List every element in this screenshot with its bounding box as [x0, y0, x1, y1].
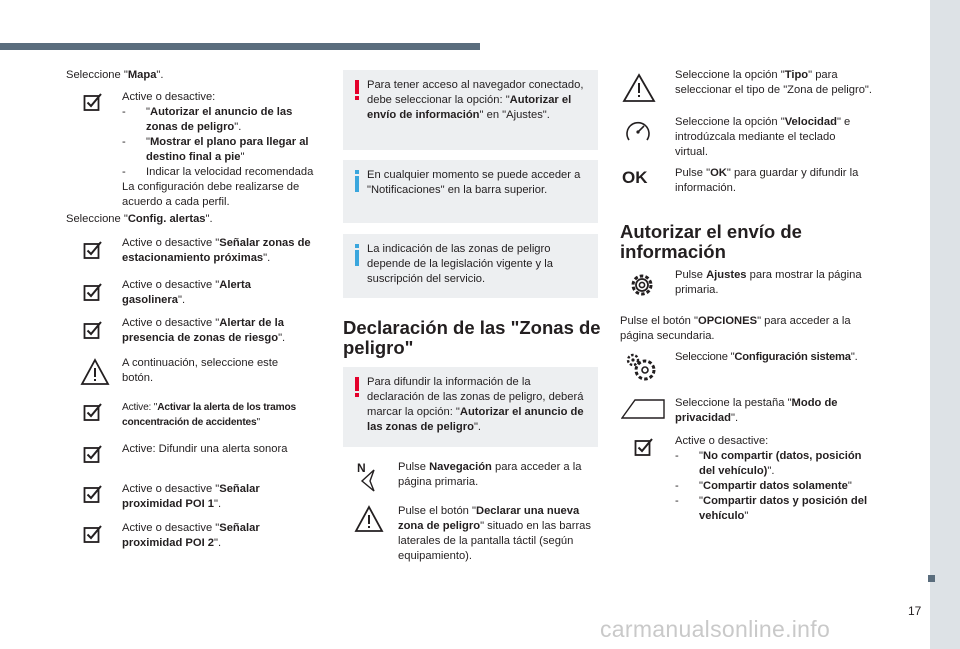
- checkbox-icon: [83, 484, 103, 509]
- row-text: A continuación, seleccione este botón.: [122, 357, 279, 384]
- tab-icon: [621, 398, 665, 425]
- list-item: - Indicar la velocidad recomendada: [122, 165, 327, 180]
- checkbox-icon: [83, 320, 103, 345]
- row-text: Active o desactive "Alerta gasolinera".: [122, 279, 251, 306]
- activate-options-block: Active o desactive: - "Autorizar el anuncio de las zonas de peligro". - "Mostrar el plano para llegar al destino final a pie" - Indicar la velocidad recomendada La configuración debe realizarse de acuerdo a cada perfil.: [122, 90, 327, 210]
- row-text: Seleccione la opción "Velocidad" e introdúzcala mediante el teclado virtual.: [675, 116, 851, 158]
- select-config-text: Seleccione "Config. alertas".: [66, 213, 213, 225]
- select-mapa-text: Seleccione "Mapa".: [66, 69, 164, 81]
- row-text: Seleccione la pestaña "Modo de privacidad".: [675, 397, 838, 424]
- note-warning-box: [343, 367, 598, 447]
- row-text: Active: Difundir una alerta sonora: [122, 443, 288, 455]
- list-item: - "Compartir datos y posición del vehículo": [675, 494, 875, 524]
- side-margin-bar: [930, 0, 960, 649]
- info-icon: [355, 244, 359, 266]
- svg-text:N: N: [357, 461, 366, 475]
- checkbox-icon: [83, 282, 103, 307]
- checkbox-icon: [83, 402, 103, 427]
- list-item: - "Autorizar el anuncio de las zonas de peligro".: [122, 105, 327, 135]
- page-number: 17: [908, 604, 922, 618]
- row-text: Pulse Ajustes para mostrar la página primaria.: [675, 269, 862, 296]
- row-text: Active o desactive "Señalar zonas de estacionamiento próximas".: [122, 237, 311, 264]
- checkbox-icon: [83, 524, 103, 549]
- top-accent-bar: [0, 43, 480, 50]
- checkbox-icon: [634, 437, 654, 462]
- list-item: - "Mostrar el plano para llegar al destino final a pie": [122, 135, 327, 165]
- row-text: Seleccione la opción "Tipo" para seleccionar el tipo de "Zona de peligro".: [675, 69, 873, 96]
- note-warning-box: [343, 70, 598, 150]
- warning-triangle-icon: [80, 358, 110, 391]
- opciones-text: Pulse el botón "OPCIONES" para acceder a la página secundaria.: [620, 315, 851, 342]
- section-heading: Autorizar el envío de información: [620, 221, 802, 262]
- row-text: Pulse el botón "Declarar una nueva zona de peligro" situado en las barras laterales de la pantalla táctil (según equipamiento).: [398, 505, 591, 562]
- note-text: Para difundir la información de la declaración de las zonas de peligro, deberá marcar la opción: "Autorizar el anuncio de las zonas de peligro".: [367, 376, 584, 433]
- exclamation-icon: [355, 377, 359, 397]
- list-item: - "No compartir (datos, posición del vehículo)".: [675, 449, 875, 479]
- section-heading: Declaración de las "Zonas de peligro": [343, 317, 601, 358]
- row-text: Active o desactive "Señalar proximidad POI 2".: [122, 522, 260, 549]
- list-item: - "Compartir datos solamente": [675, 479, 875, 494]
- checkbox-icon: [83, 240, 103, 265]
- note-text: En cualquier momento se puede acceder a "Notificaciones" en la barra superior.: [367, 169, 581, 196]
- row-text: Active o desactive "Alertar de la presencia de zonas de riesgo".: [122, 317, 286, 344]
- row-text: Pulse "OK" para guardar y difundir la información.: [675, 167, 859, 194]
- row-text: Active o desactive "Señalar proximidad POI 1".: [122, 483, 260, 510]
- speedometer-icon: [624, 118, 652, 151]
- settings-gears-icon: [625, 352, 659, 389]
- row-text: Pulse Navegación para acceder a la página primaria.: [398, 461, 582, 488]
- note-info-box: [343, 234, 598, 298]
- checkbox-icon: [83, 444, 103, 469]
- note-info-box: [343, 160, 598, 223]
- navigation-icon: [356, 460, 380, 499]
- exclamation-icon: [355, 80, 359, 100]
- gear-icon: [627, 270, 657, 305]
- note-text: La indicación de las zonas de peligro depende de la legislación vigente y la suscripción del servicio.: [367, 243, 553, 285]
- continue-marker: [928, 575, 935, 582]
- warning-triangle-icon: [354, 505, 384, 538]
- ok-icon: OK: [622, 168, 648, 187]
- privacy-options-block: Active o desactive: - "No compartir (datos, posición del vehículo)". - "Compartir datos solamente" - "Compartir datos y posición del vehículo": [675, 434, 875, 524]
- watermark: carmanualsonline.info: [600, 616, 831, 642]
- warning-triangle-icon: [622, 73, 656, 108]
- row-text: Seleccione "Configuración sistema".: [675, 351, 858, 363]
- checkbox-icon: [83, 92, 103, 117]
- info-icon: [355, 170, 359, 192]
- row-text: Active: "Activar la alerta de los tramos concentración de accidentes": [122, 402, 296, 428]
- note-text: Para tener acceso al navegador conectado, debe seleccionar la opción: "Autorizar el envío de información" en "Ajustes".: [367, 79, 584, 121]
